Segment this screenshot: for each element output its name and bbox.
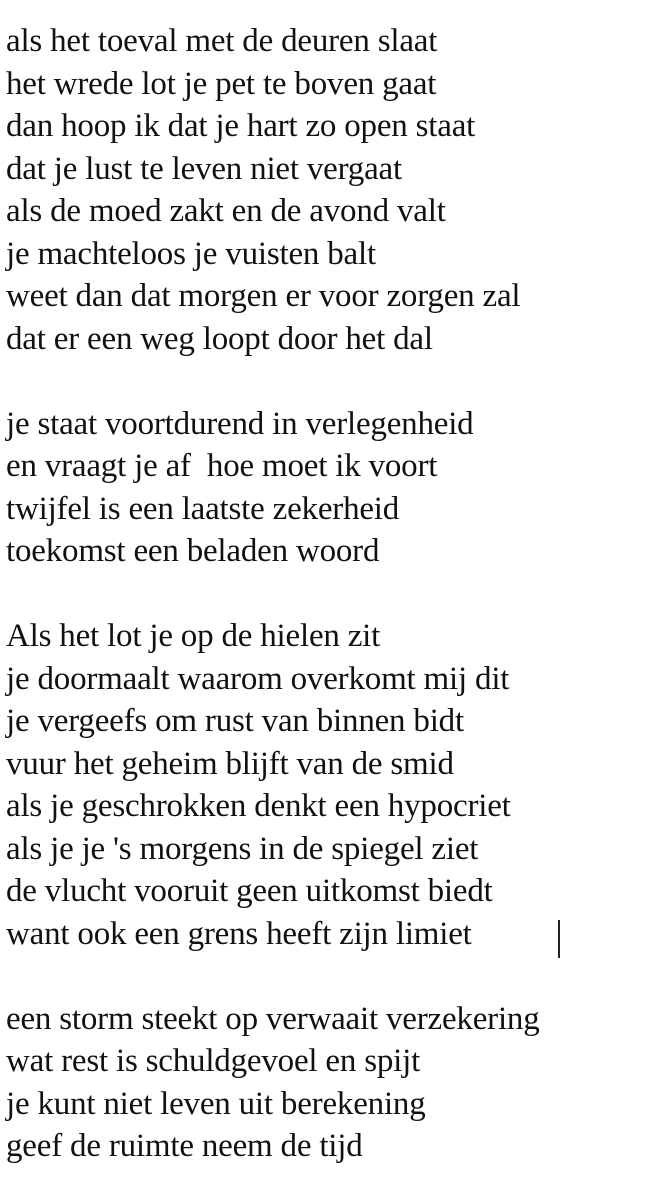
poem-line: twijfel is een laatste zekerheid xyxy=(6,490,400,527)
stanza-4 xyxy=(6,998,660,1168)
poem-line: het wrede lot je pet te boven gaat xyxy=(6,65,437,102)
poem-line: dat er een weg loopt door het dal xyxy=(6,320,433,357)
poem-line: een storm steekt op verwaait verzekering xyxy=(6,1000,540,1037)
text-cursor xyxy=(558,920,560,958)
poem-line: je vergeefs om rust van binnen bidt xyxy=(6,703,464,739)
poem-line: de vlucht vooruit geen uitkomst biedt xyxy=(6,873,493,909)
poem-line: je kunt niet leven uit berekening xyxy=(6,1085,426,1122)
poem-line: Als het lot je op de hielen zit xyxy=(6,618,381,654)
poem-line: vuur het geheim blijft van de smid xyxy=(6,745,454,782)
poem-line: je staat voortdurend in verlegenheid xyxy=(6,405,474,442)
poem-line: als het toeval met de deuren slaat xyxy=(6,23,438,59)
poem-line: je doormaalt waarom overkomt mij dit xyxy=(6,660,510,697)
poem-line: je machteloos je vuisten balt xyxy=(6,235,376,272)
stanza-1 xyxy=(6,20,660,360)
poem-line: wat rest is schuldgevoel en spijt xyxy=(6,1043,421,1079)
poem-line: als je geschrokken denkt een hypocriet xyxy=(6,788,511,824)
poem-line: als de moed zakt en de avond valt xyxy=(6,193,446,229)
poem-line: als je je 's morgens in de spiegel ziet xyxy=(6,830,479,867)
poem-line: en vraagt je af hoe moet ik voort xyxy=(6,448,438,484)
poem-line: dan hoop ik dat je hart zo open staat xyxy=(6,108,476,144)
poem-line: dat je lust te leven niet vergaat xyxy=(6,150,402,187)
poem-line: toekomst een beladen woord xyxy=(6,533,380,569)
stanza-2 xyxy=(6,403,660,573)
poem-line: geef de ruimte neem de tijd xyxy=(6,1128,363,1164)
stanza-3 xyxy=(6,615,660,955)
poem-line: weet dan dat morgen er voor zorgen zal xyxy=(6,278,521,314)
poem-line: want ook een grens heeft zijn limiet xyxy=(6,915,472,952)
